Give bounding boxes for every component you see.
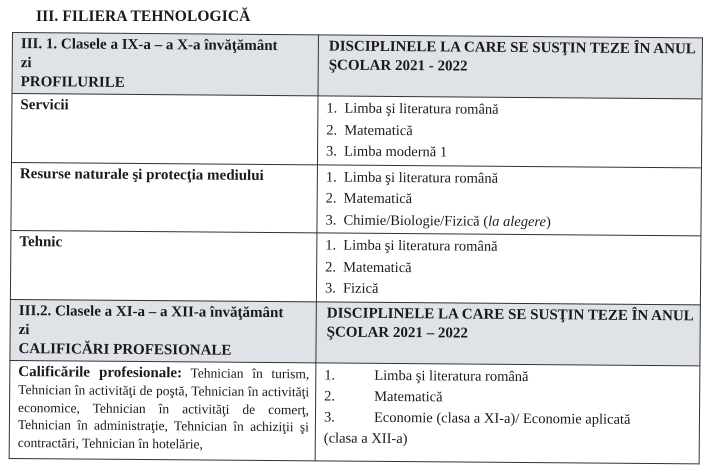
section1-right-header: DISCIPLINELE LA CARE SE SUSŢIN TEZE ÎN ANUL ŞCOLAR 2021 - 2022 (318, 35, 702, 99)
table-row (9, 360, 700, 463)
subjects-cell (316, 233, 701, 305)
subjects-cell (315, 362, 700, 463)
subjects-cell (317, 164, 702, 236)
section2-header-row (10, 299, 700, 365)
list-item: 2. Matematică (326, 121, 413, 139)
section2-right-header: DISCIPLINELE LA CARE SE SUSŢIN TEZE ÎN ANUL ŞCOLAR 2021 – 2022 (316, 301, 700, 365)
list-item: 1. Limba şi literatura română (325, 168, 499, 187)
table-row (11, 162, 702, 236)
list-item: 2. Matematică (324, 387, 443, 405)
qualifications-cell (9, 360, 316, 460)
page-heading: III. FILIERA TEHNOLOGICĂ (36, 8, 251, 25)
profile-cell: Servicii (11, 94, 318, 165)
section1-header-row (12, 33, 702, 99)
table-row (11, 94, 702, 168)
table-row (10, 230, 701, 304)
subjects-cell (317, 96, 702, 168)
list-item: 1. Limba şi literatura română (326, 100, 499, 118)
profile-cell: Resurse naturale şi protecţia mediului (11, 162, 318, 233)
list-item: 1. Limba şi literatura română (325, 237, 498, 255)
list-item-continued: (clasa a XII-a) (323, 429, 408, 447)
list-item: 3. Fizică (324, 280, 379, 297)
profile-cell: Tehnic (10, 230, 317, 301)
choice-note: la alegere (488, 213, 547, 230)
list-item: 1. Limba şi literatura română (324, 366, 529, 385)
subject-list (325, 167, 694, 234)
subject-list (325, 235, 694, 302)
theses-table (9, 32, 703, 464)
list-item: 3. Limba modernă 1 (326, 143, 448, 161)
section1-left-header: III. 1. Clasele a IX-a – a X-a învăţământ zi PROFILURILE (12, 33, 318, 96)
subject-list (326, 98, 695, 165)
list-item: 2. Matematică (325, 190, 413, 208)
list-item: 3. Economie (clasa a XI-a)/ Economie aplicată (323, 408, 631, 428)
list-item: 3. Chimie/Biologie/Fizică (la alegere) (325, 211, 551, 230)
qualifications-label: Calificările profesionale: (18, 363, 183, 381)
list-item: 2. Matematică (325, 258, 412, 276)
section2-left-header: III.2. Clasele a XI-a – a XII-a învăţământ zi CALIFICĂRI PROFESIONALE (10, 299, 316, 362)
qualifications-text: Calificările profesionale: Tehnician în turism, Tehnician în activităţi de poştă, Tehnician în activităţi economice, Tehnician în activităţi de comerţ, Tehnician în administraţie, Tehnician în achiziţii şi contractări, Tehnician în hotelărie, (17, 363, 310, 452)
